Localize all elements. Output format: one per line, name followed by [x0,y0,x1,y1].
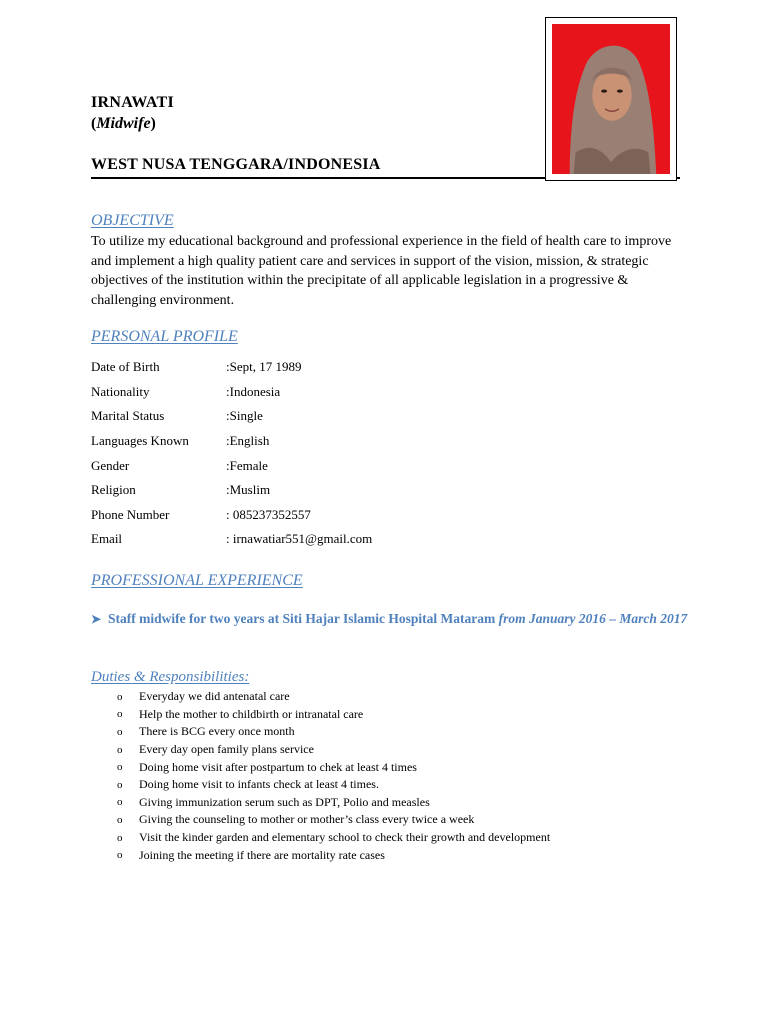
profile-label: Nationality [91,383,150,399]
list-item [117,758,550,776]
duty-text: Visit the kinder garden and elementary school to check their growth and development [139,830,551,845]
profile-value: :Indonesia [226,383,281,399]
profile-label: Marital Status [91,408,165,424]
job-text [108,609,691,629]
circle-bullet-icon: o [117,778,123,791]
profile-row-dob [91,355,372,380]
duty-text: Every day open family plans service [139,742,314,757]
face-shape [592,69,631,120]
profile-value: :Single [226,408,263,424]
objective-text: To utilize my educational background and professional experience in the field of health care to improve and implement a high quality patient care and services in support of the vision, mission, & strategic objectives of the institution within the precipitate of all applicable legislation in a progressive & challenging environment. [91,234,672,308]
duty-text: Everyday we did antenatal care [139,689,290,704]
profile-photo-frame [545,17,677,181]
list-item [117,811,550,829]
duty-text: There is BCG every once month [139,724,295,739]
duty-text: Doing home visit to infants check at least 4 times. [139,777,379,792]
circle-bullet-icon: o [117,690,123,703]
circle-bullet-icon: o [117,743,123,756]
profile-value: : 085237352557 [226,506,311,522]
candidate-location: WEST NUSA TENGGARA/INDONESIA [91,156,381,173]
list-item [117,794,550,812]
role-paren-open: ( [91,115,97,132]
list-item [117,846,550,864]
profile-label: Religion [91,482,136,498]
duty-text: Giving the counseling to mother or mother’s class every twice a week [139,812,475,827]
list-item [117,829,550,847]
profile-label: Email [91,531,123,547]
circle-bullet-icon: o [117,831,123,844]
profile-label: Languages Known [91,433,189,449]
circle-bullet-icon: o [117,796,123,809]
profile-row-marital-status [91,404,372,429]
list-item [117,723,550,741]
list-item [117,688,550,706]
duty-text: Joining the meeting if there are mortality rate cases [139,847,385,862]
duty-text: Help the mother to childbirth or intranatal care [139,706,364,721]
duty-text: Doing home visit after postpartum to chek at least 4 times [139,759,417,774]
profile-label: Gender [91,457,130,473]
duties-heading: Duties & Responsibilities: [91,669,250,685]
profile-value: :Female [226,457,268,473]
eye-left [601,90,607,93]
profile-label: Date of Birth [91,359,160,375]
profile-table [91,355,372,552]
profile-row-nationality [91,380,372,405]
profile-row-gender [91,453,372,478]
objective-heading: OBJECTIVE [91,212,174,229]
profile-value: :Muslim [226,482,271,498]
role-text: Midwife [96,115,151,132]
duty-text: Giving immunization serum such as DPT, Polio and measles [139,794,430,809]
list-item [117,776,550,794]
list-item [117,706,550,724]
circle-bullet-icon: o [117,761,123,774]
profile-row-religion [91,478,372,503]
candidate-role [91,115,156,133]
profile-value: :Sept, 17 1989 [226,359,302,375]
candidate-name: IRNAWATI [91,94,175,111]
list-item [117,741,550,759]
job-period: from January 2016 – March 2017 [498,611,688,626]
profile-value: : irnawatiar551@gmail.com [226,531,373,547]
circle-bullet-icon: o [117,813,123,826]
profile-row-languages [91,429,372,454]
profile-row-phone [91,503,372,528]
experience-heading: PROFESSIONAL EXPERIENCE [91,572,303,589]
profile-row-email [91,527,372,552]
job-title: Staff midwife for two years at Siti Hajar Islamic Hospital Mataram [108,611,496,626]
profile-label: Phone Number [91,506,170,522]
eye-right [617,90,623,93]
role-paren-close: ) [150,115,156,132]
profile-value: :English [226,433,270,449]
circle-bullet-icon: o [117,725,123,738]
arrow-bullet-icon: ➤ [91,612,102,626]
profile-heading: PERSONAL PROFILE [91,328,238,345]
circle-bullet-icon: o [117,849,123,862]
circle-bullet-icon: o [117,708,123,721]
job-entry [91,609,691,629]
profile-photo [552,24,670,174]
duties-list [117,688,550,864]
